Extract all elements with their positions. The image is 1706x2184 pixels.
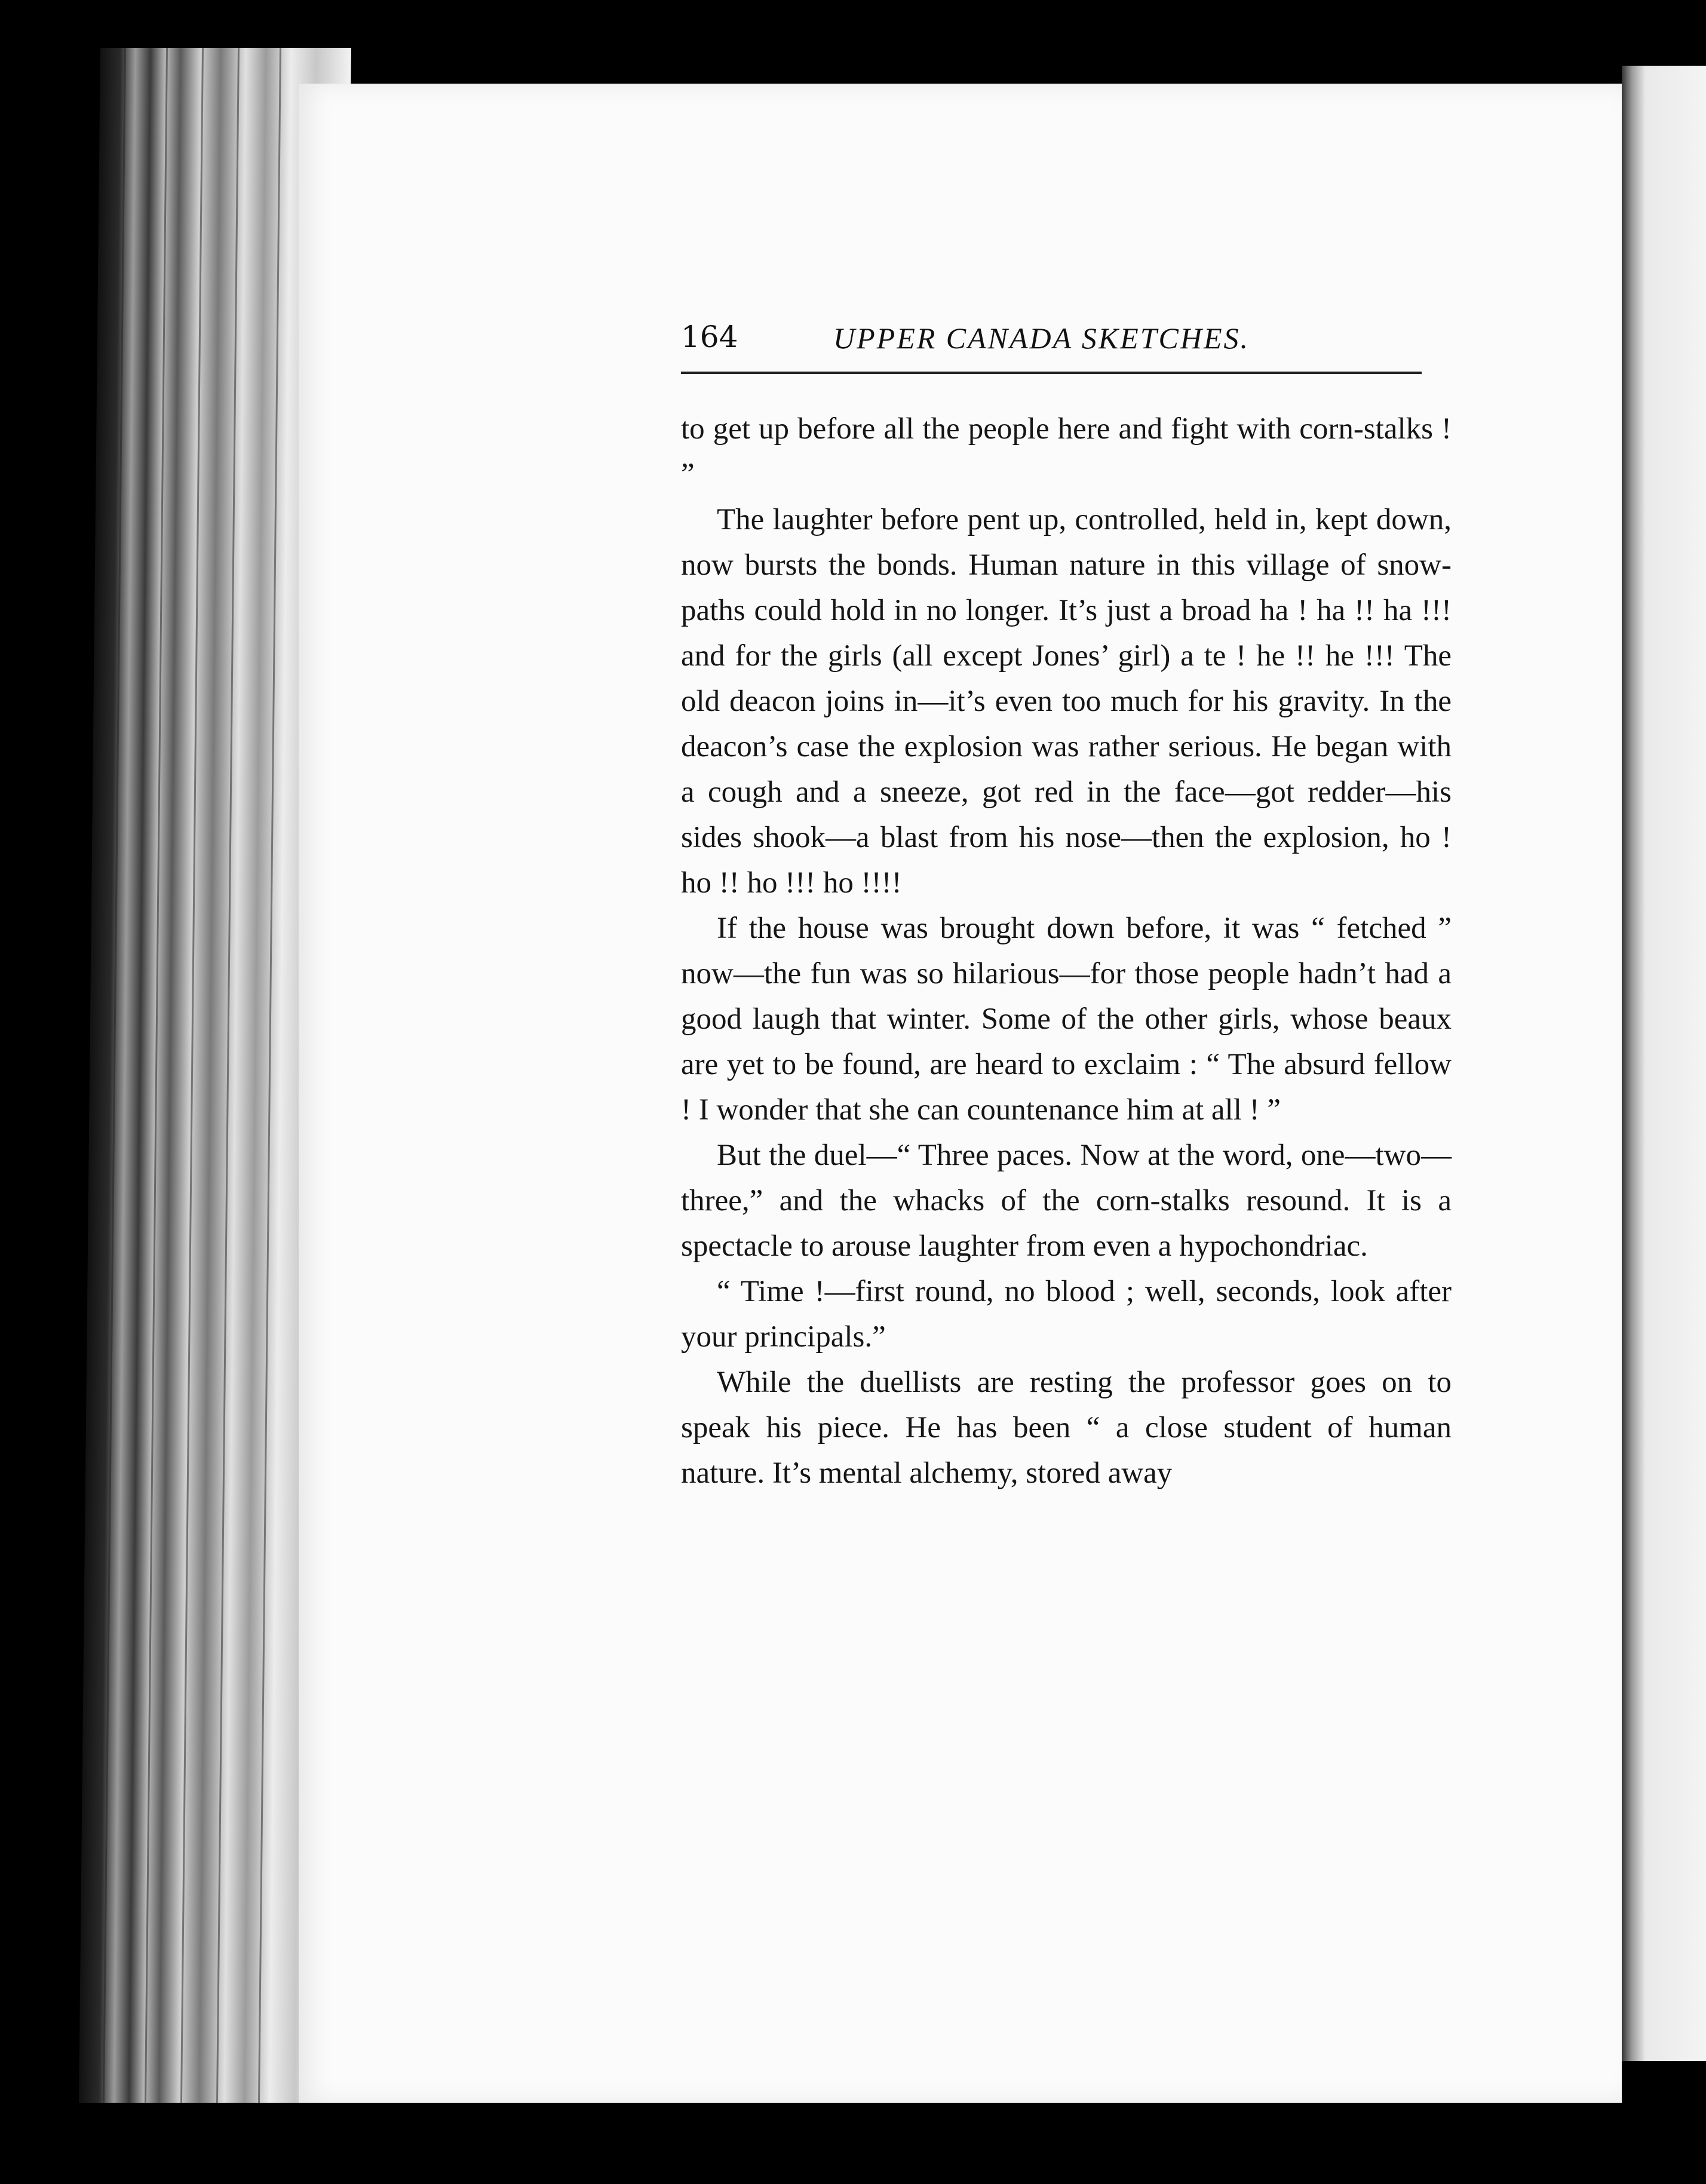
facing-page-edge <box>1622 66 1706 2061</box>
paragraph: “ Time !—first round, no blood ; well, seconds, look after your principals.” <box>681 1275 1452 1354</box>
body-text <box>681 406 1452 1496</box>
page-header <box>681 320 1422 367</box>
paragraph: The laughter before pent up, controlled, held in, kept down, now bursts the bonds. Human nature in this village of snow-paths could hold in no longer. It’s just a broad ha ! ha !! ha !!! and for the girls (all except Jones’ girl) a te ! he !! he !!! The old deacon joins in—it’s even too much for his gravity. In the deacon’s case the explosion was rather serious. He began with a cough and a sneeze, got red in the face—got redder—his sides shook—a blast from his nose—then the explosion, ho ! ho !! ho !!! ho !!!! <box>681 503 1452 900</box>
page-number: 164 <box>681 320 738 354</box>
paragraph: If the house was brought down before, it was “ fetched ” now—the fun was so hilarious—for those people hadn’t had a good laugh that winter. Some of the other girls, whose beaux are yet to be found, are heard to exclaim : “ The absurd fellow ! I wonder that she can countenance him at all ! ” <box>681 912 1452 1127</box>
running-head: UPPER CANADA SKETCHES. <box>833 321 1250 355</box>
paragraph: to get up before all the people here and fight with corn-stalks ! ” <box>681 412 1452 491</box>
paragraph: But the duel—“ Three paces. Now at the word, one—two—three,” and the whacks of the corn-stalks resound. It is a spectacle to arouse laughter from even a hypochondriac. <box>681 1139 1452 1263</box>
header-rule <box>681 372 1422 374</box>
paragraph: While the duellists are resting the professor goes on to speak his piece. He has been “ a close student of human nature. It’s mental alchemy, stored away <box>681 1366 1452 1490</box>
